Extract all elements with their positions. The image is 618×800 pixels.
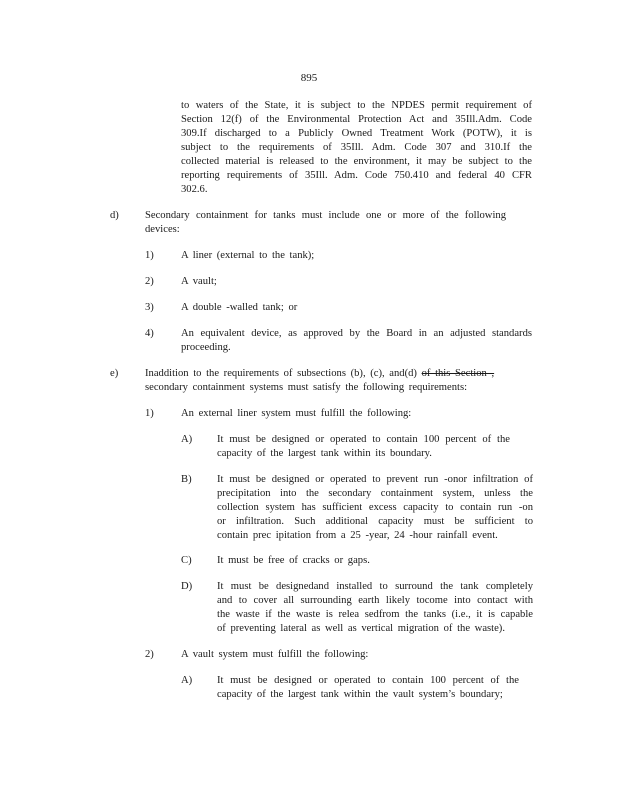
subitem-line: It must be designed or operated to contain 100 percent of the xyxy=(217,434,510,445)
subsection-e-marker: e) xyxy=(110,368,119,379)
subsection-d-line: devices: xyxy=(145,224,180,235)
subsection-d-text xyxy=(145,209,506,237)
subsection-d-line: Secondary containment for tanks must include one or more of the following xyxy=(145,210,506,221)
page-number: 895 xyxy=(300,72,318,84)
item-marker: 4) xyxy=(145,328,154,339)
intro-paragraph xyxy=(181,99,532,197)
subitem-line: It must be designed or operated to prevent run -onor infiltration of xyxy=(217,474,533,485)
subitem-line: It must be designed or operated to contain 100 percent of the xyxy=(217,675,519,686)
intro-line: 309.If discharged to a Publicly Owned Treatment Work (POTW), it is xyxy=(181,128,532,139)
intro-line: to waters of the State, it is subject to the NPDES permit requirement of xyxy=(181,100,532,111)
subitem-line: It must be designedand installed to surround the tank completely xyxy=(217,581,533,592)
item-marker: 3) xyxy=(145,302,154,313)
subitem-line: the waste if the waste is relea sedfrom the tanks (i.e., it is capable xyxy=(217,609,533,620)
subitem-marker: D) xyxy=(181,581,193,592)
subitem-text xyxy=(217,580,533,636)
subitem-marker: C) xyxy=(181,555,192,566)
item-line: A double -walled tank; or xyxy=(181,302,298,313)
subitem-text xyxy=(217,473,533,543)
item-line: A vault; xyxy=(181,276,217,287)
subitem-line: capacity of the largest tank within the vault system’s boundary; xyxy=(217,689,503,700)
subsection-d-marker: d) xyxy=(110,210,119,221)
subitem-marker: B) xyxy=(181,474,192,485)
intro-line: subject to the requirements of 35Ill. Adm. Code 307 and 310.If the xyxy=(181,142,532,153)
item-line: proceeding. xyxy=(181,342,231,353)
item-text: An external liner system must fulfill the following: xyxy=(181,408,412,419)
subsection-e-text xyxy=(145,367,520,395)
subitem-line: precipitation into the secondary containment system, unless the xyxy=(217,488,533,499)
item-text xyxy=(181,327,532,355)
item-line: A liner (external to the tank); xyxy=(181,250,315,261)
subitem-text xyxy=(217,433,510,461)
subitem-line: or infiltration. Such additional capacity must be sufficient to xyxy=(217,516,533,527)
item-text xyxy=(181,249,532,263)
intro-line: Section 12(f) of the Environmental Protection Act and 35Ill.Adm. Code xyxy=(181,114,532,125)
intro-line: 302.6. xyxy=(181,184,208,195)
subitem-marker: A) xyxy=(181,434,193,445)
subitem-line: contain prec ipitation from a 25 -year, 24 -hour rainfall event. xyxy=(217,530,498,541)
item-text xyxy=(181,275,532,289)
item-marker: 1) xyxy=(145,408,154,419)
subitem-line: It must be free of cracks or gaps. xyxy=(217,555,370,566)
item-marker: 2) xyxy=(145,649,154,660)
item-text xyxy=(181,301,532,315)
subsection-e-line xyxy=(145,367,520,381)
subitem-line: and to cover all surrounding earth likely tocome into contact with xyxy=(217,595,533,606)
struck-text: of this Section , xyxy=(421,368,495,379)
subsection-e-line: secondary containment systems must satisfy the following requirements: xyxy=(145,382,468,393)
subitem-marker: A) xyxy=(181,675,193,686)
subitem-line: collection system has sufficient excess capacity to contain run -on xyxy=(217,502,533,513)
subsection-e-line1: Inaddition to the requirements of subsections (b), (c), and(d) xyxy=(145,368,422,379)
subitem-line: capacity of the largest tank within its boundary. xyxy=(217,448,432,459)
intro-line: collected material is released to the environment, it may be subject to the xyxy=(181,156,532,167)
item-line: An equivalent device, as approved by the Board in an adjusted standards xyxy=(181,328,532,339)
item-text: A vault system must fulfill the following: xyxy=(181,649,369,660)
subitem-text xyxy=(217,554,533,568)
subitem-text xyxy=(217,674,519,702)
subitem-line: of preventing lateral as well as vertical migration of the waste). xyxy=(217,623,505,634)
intro-line: reporting requirements of 35Ill. Adm. Code 750.410 and federal 40 CFR xyxy=(181,170,532,181)
item-marker: 2) xyxy=(145,276,154,287)
item-marker: 1) xyxy=(145,250,154,261)
